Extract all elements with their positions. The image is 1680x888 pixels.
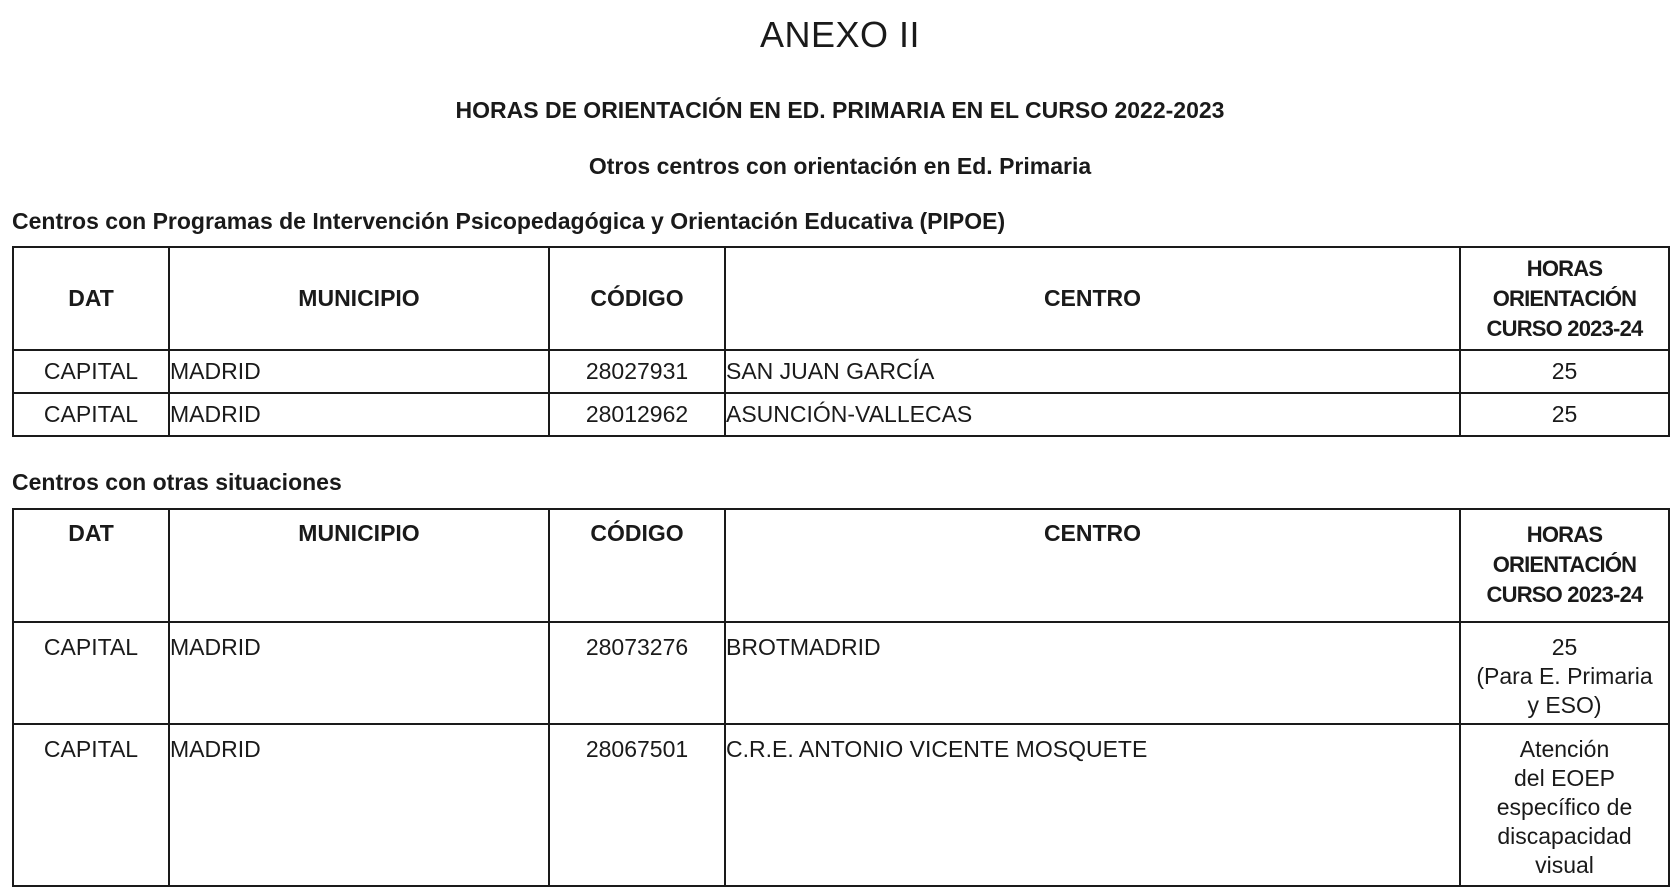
cell-municipio: MADRID <box>169 393 549 436</box>
header-dat: DAT <box>13 509 169 622</box>
cell-codigo: 28067501 <box>549 724 725 886</box>
header-horas-line2: ORIENTACIÓN <box>1492 552 1637 577</box>
cell-centro: BROTMADRID <box>725 622 1460 724</box>
cell-dat: CAPITAL <box>13 350 169 393</box>
header-horas-line2: ORIENTACIÓN <box>1492 285 1637 311</box>
header-dat: DAT <box>13 247 169 350</box>
header-municipio: MUNICIPIO <box>169 509 549 622</box>
cell-codigo: 28073276 <box>549 622 725 724</box>
sub-title: Otros centros con orientación en Ed. Primaria <box>588 153 1092 179</box>
table-row <box>13 724 1669 886</box>
table-row <box>13 393 1669 436</box>
cell-horas: 25 <box>1460 350 1669 393</box>
cell-municipio: MADRID <box>169 724 549 886</box>
cell-centro: C.R.E. ANTONIO VICENTE MOSQUETE <box>725 724 1460 886</box>
cell-horas-line: visual <box>1535 852 1594 878</box>
annex-title: ANEXO II <box>759 14 921 55</box>
cell-horas-line: y ESO) <box>1527 692 1602 718</box>
table-header-row <box>13 247 1669 350</box>
cell-horas: 25 <box>1460 393 1669 436</box>
header-horas <box>1460 247 1669 350</box>
cell-codigo: 28027931 <box>549 350 725 393</box>
cell-municipio: MADRID <box>169 622 549 724</box>
table-header-row <box>13 509 1669 622</box>
cell-horas-line: Atención <box>1519 736 1610 762</box>
cell-dat: CAPITAL <box>13 622 169 724</box>
cell-horas <box>1460 724 1669 886</box>
pipoe-table <box>12 246 1670 437</box>
header-horas <box>1460 509 1669 622</box>
cell-dat: CAPITAL <box>13 724 169 886</box>
cell-municipio: MADRID <box>169 350 549 393</box>
cell-dat: CAPITAL <box>13 393 169 436</box>
cell-horas-line: específico de <box>1496 794 1633 820</box>
cell-horas-line: (Para E. Primaria <box>1476 663 1653 689</box>
table-row <box>13 350 1669 393</box>
header-horas-line1: HORAS <box>1526 255 1603 281</box>
cell-horas-line: 25 <box>1551 634 1578 660</box>
cell-horas <box>1460 622 1669 724</box>
table-row <box>13 622 1669 724</box>
header-horas-line3: CURSO 2023-24 <box>1486 582 1643 607</box>
section-title-otras: Centros con otras situaciones <box>12 469 342 495</box>
cell-horas-line: discapacidad <box>1497 823 1632 849</box>
section-title-pipoe: Centros con Programas de Intervención Psicopedagógica y Orientación Educativa (PIPOE) <box>12 208 1006 234</box>
main-title: HORAS DE ORIENTACIÓN EN ED. PRIMARIA EN EL CURSO 2022-2023 <box>455 97 1225 123</box>
cell-centro: ASUNCIÓN-VALLECAS <box>725 393 1460 436</box>
header-horas-line3: CURSO 2023-24 <box>1486 315 1643 341</box>
header-codigo: CÓDIGO <box>549 247 725 350</box>
header-centro: CENTRO <box>725 509 1460 622</box>
header-horas-line1: HORAS <box>1526 522 1603 547</box>
header-municipio: MUNICIPIO <box>169 247 549 350</box>
cell-codigo: 28012962 <box>549 393 725 436</box>
cell-horas-line: del EOEP <box>1514 765 1615 791</box>
cell-centro: SAN JUAN GARCÍA <box>725 350 1460 393</box>
header-centro: CENTRO <box>725 247 1460 350</box>
otras-table <box>12 508 1670 887</box>
header-codigo: CÓDIGO <box>549 509 725 622</box>
